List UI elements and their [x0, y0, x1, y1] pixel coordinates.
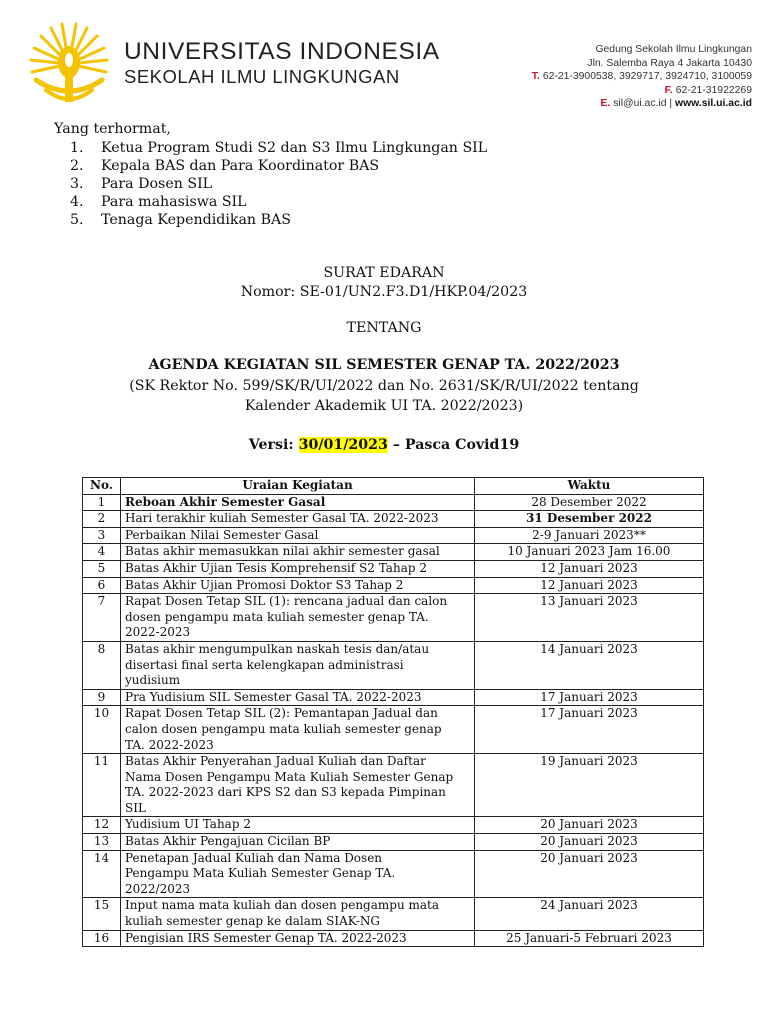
row-number: 5	[83, 560, 121, 577]
version-line	[0, 437, 768, 453]
row-time: 12 Januari 2023	[475, 577, 704, 594]
email-key: E.	[600, 98, 611, 110]
description-line: 2022/2023	[125, 881, 191, 896]
table-row	[83, 560, 704, 577]
description-line: Batas Akhir Ujian Tesis Komprehensif S2 Tahap 2	[125, 560, 427, 575]
row-time: 31 Desember 2022	[475, 511, 704, 528]
description-line: yudisium	[125, 673, 181, 688]
circular-label: SURAT EDARAN	[323, 265, 445, 281]
row-description	[121, 494, 475, 511]
table-row	[83, 494, 704, 511]
recipient-number: 5.	[70, 212, 84, 228]
address-street: Jln. Salemba Raya 4 Jakarta 10430	[587, 57, 752, 69]
description-line: Pengisian IRS Semester Genap TA. 2022-2023	[125, 930, 407, 945]
table-row	[83, 511, 704, 528]
table-row	[83, 898, 704, 930]
row-number: 14	[83, 850, 121, 898]
description-line: Reboan Akhir Semester Gasal	[125, 494, 326, 509]
row-description	[121, 817, 475, 834]
row-description	[121, 527, 475, 544]
recipient-list	[70, 139, 487, 229]
description-line: Hari terakhir kuliah Semester Gasal TA. 2022-2023	[125, 511, 439, 526]
row-description	[121, 560, 475, 577]
recipient-item	[70, 139, 487, 157]
university-name: UNIVERSITAS INDONESIA	[124, 38, 440, 65]
recipient-number: 2.	[70, 158, 84, 174]
school-name: SEKOLAH ILMU LINGKUNGAN	[124, 66, 400, 87]
header-time: Waktu	[475, 478, 704, 495]
table-row	[83, 706, 704, 754]
description-line: Pra Yudisium SIL Semester Gasal TA. 2022-2023	[125, 689, 422, 704]
email-web-line: E. sil@ui.ac.id | www.sil.ui.ac.id	[600, 98, 752, 110]
row-description	[121, 641, 475, 689]
description-line: Input nama mata kuliah dan dosen pengampu mata	[125, 898, 439, 913]
recipient-item	[70, 157, 487, 175]
description-line: SIL	[125, 800, 146, 815]
circular-about: TENTANG	[346, 320, 422, 336]
recipient-text: Tenaga Kependidikan BAS	[101, 212, 291, 228]
table-row	[83, 544, 704, 561]
description-line: Yudisium UI Tahap 2	[125, 817, 251, 832]
version-date: 30/01/2023	[298, 437, 388, 453]
description-line: Rapat Dosen Tetap SIL (2): Pemantapan Jadual dan	[125, 706, 438, 721]
description-line: Batas akhir mengumpulkan naskah tesis dan/atau	[125, 641, 430, 656]
website-link[interactable]: www.sil.ui.ac.id	[675, 98, 752, 110]
circular-number: Nomor: SE-01/UN2.F3.D1/HKP.04/2023	[240, 284, 528, 300]
header-description: Uraian Kegiatan	[121, 478, 475, 495]
recipient-item	[70, 193, 487, 211]
circular-title: AGENDA KEGIATAN SIL SEMESTER GENAP TA. 2022/2023	[148, 357, 620, 373]
row-time: 14 Januari 2023	[475, 641, 704, 689]
version-suffix: – Pasca Covid19	[392, 437, 520, 453]
description-line: calon dosen pengampu mata kuliah semester genap	[125, 721, 442, 736]
agenda-table	[82, 477, 704, 947]
recipient-text: Ketua Program Studi S2 dan S3 Ilmu Lingkungan SIL	[101, 140, 488, 156]
address-building: Gedung Sekolah Ilmu Lingkungan	[595, 44, 752, 55]
row-number: 3	[83, 527, 121, 544]
row-number: 10	[83, 706, 121, 754]
row-time: 17 Januari 2023	[475, 689, 704, 706]
description-line: Rapat Dosen Tetap SIL (1): rencana jadual dan calon	[125, 594, 448, 609]
recipient-number: 1.	[70, 140, 84, 156]
fax-key: F.	[664, 84, 673, 96]
recipient-number: 3.	[70, 176, 84, 192]
row-time: 24 Januari 2023	[475, 898, 704, 930]
row-number: 1	[83, 494, 121, 511]
row-time: 2-9 Januari 2023**	[475, 527, 704, 544]
phone-line	[532, 70, 752, 84]
description-line: Batas akhir memasukkan nilai akhir semester gasal	[125, 544, 440, 559]
row-number: 7	[83, 594, 121, 642]
recipient-item	[70, 175, 487, 193]
table-row	[83, 850, 704, 898]
recipient-text: Para mahasiswa SIL	[101, 194, 247, 210]
description-line: 2022-2023	[125, 625, 191, 640]
row-description	[121, 706, 475, 754]
table-row	[83, 817, 704, 834]
row-time: 20 Januari 2023	[475, 817, 704, 834]
description-line: Batas Akhir Penyerahan Jadual Kuliah dan Daftar	[125, 754, 426, 769]
row-description	[121, 930, 475, 947]
table-row	[83, 834, 704, 851]
row-number: 11	[83, 754, 121, 817]
row-time: 17 Januari 2023	[475, 706, 704, 754]
circular-reference-line1: (SK Rektor No. 599/SK/R/UI/2022 dan No. 2631/SK/R/UI/2022 tentang	[129, 378, 639, 394]
row-time: 20 Januari 2023	[475, 850, 704, 898]
table-header-row	[83, 478, 704, 495]
row-time: 28 Desember 2022	[475, 494, 704, 511]
recipient-number: 4.	[70, 194, 84, 210]
row-time: 10 Januari 2023 Jam 16.00	[475, 544, 704, 561]
description-line: Perbaikan Nilai Semester Gasal	[125, 527, 319, 542]
recipient-item	[70, 211, 487, 229]
description-line: dosen pengampu mata kuliah semester genap TA.	[125, 609, 429, 624]
row-number: 6	[83, 577, 121, 594]
row-number: 12	[83, 817, 121, 834]
description-line: Penetapan Jadual Kuliah dan Nama Dosen	[125, 850, 383, 865]
row-time: 20 Januari 2023	[475, 834, 704, 851]
row-time: 19 Januari 2023	[475, 754, 704, 817]
recipient-text: Para Dosen SIL	[101, 176, 213, 192]
table-row	[83, 641, 704, 689]
row-number: 16	[83, 930, 121, 947]
row-description	[121, 850, 475, 898]
description-line: Batas Akhir Pengajuan Cicilan BP	[125, 834, 331, 849]
fax-value: 62-21-31922269	[675, 84, 752, 96]
row-number: 4	[83, 544, 121, 561]
row-time: 13 Januari 2023	[475, 594, 704, 642]
agenda-body	[83, 494, 704, 947]
table-row	[83, 930, 704, 947]
description-line: Nama Dosen Pengampu Mata Kuliah Semester Genap	[125, 769, 454, 784]
table-row	[83, 594, 704, 642]
makara-ui-logo	[26, 20, 112, 110]
row-number: 2	[83, 511, 121, 528]
description-line: Batas Akhir Ujian Promosi Doktor S3 Tahap 2	[125, 577, 404, 592]
header-no: No.	[83, 478, 121, 495]
email-value[interactable]: sil@ui.ac.id	[613, 98, 667, 110]
row-description	[121, 544, 475, 561]
contact-block	[532, 43, 752, 111]
table-row	[83, 754, 704, 817]
row-time: 12 Januari 2023	[475, 560, 704, 577]
row-description	[121, 511, 475, 528]
table-row	[83, 689, 704, 706]
row-description	[121, 689, 475, 706]
row-description	[121, 898, 475, 930]
phone-key: T.	[531, 71, 540, 83]
description-line: disertasi final serta kelengkapan administrasi	[125, 657, 404, 672]
row-number: 15	[83, 898, 121, 930]
description-line: Pengampu Mata Kuliah Semester Genap TA.	[125, 866, 396, 881]
recipient-text: Kepala BAS dan Para Koordinator BAS	[101, 158, 380, 174]
version-label: Versi:	[248, 437, 294, 453]
row-time: 25 Januari-5 Februari 2023	[475, 930, 704, 947]
description-line: kuliah semester genap ke dalam SIAK-NG	[125, 914, 380, 929]
row-number: 13	[83, 834, 121, 851]
row-description	[121, 834, 475, 851]
row-number: 8	[83, 641, 121, 689]
description-line: TA. 2022-2023 dari KPS S2 dan S3 kepada Pimpinan	[125, 785, 446, 800]
table-row	[83, 577, 704, 594]
row-description	[121, 577, 475, 594]
row-description	[121, 594, 475, 642]
circular-reference-line2: Kalender Akademik UI TA. 2022/2023)	[244, 398, 524, 414]
fax-line	[532, 84, 752, 98]
salutation: Yang terhormat,	[54, 121, 171, 137]
row-number: 9	[83, 689, 121, 706]
table-row	[83, 527, 704, 544]
description-line: TA. 2022-2023	[125, 737, 214, 752]
phone-value: 62-21-3900538, 3929717, 3924710, 3100059	[542, 71, 752, 83]
row-description	[121, 754, 475, 817]
